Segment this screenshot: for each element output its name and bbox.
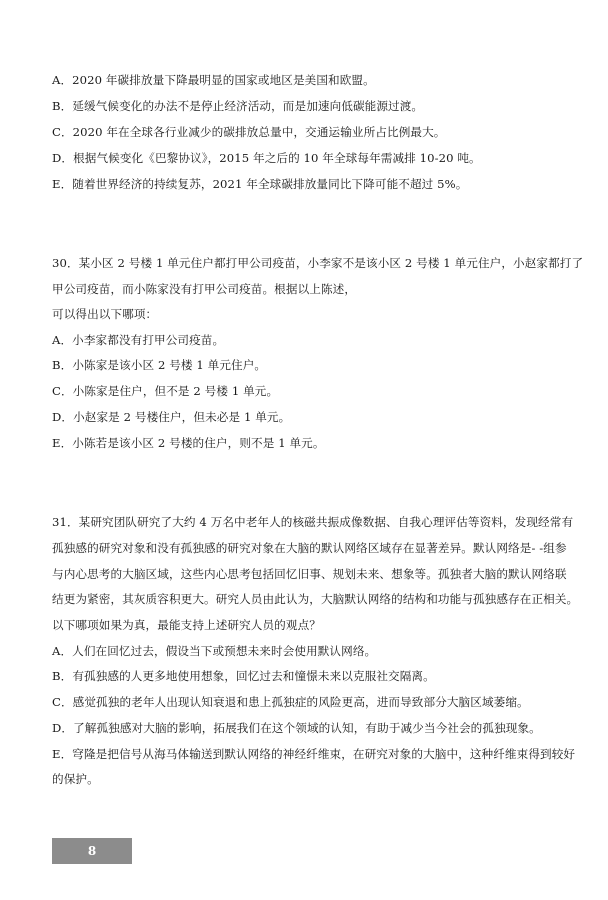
q31-option-b: B．有孤独感的人更多地使用想象，回忆过去和憧憬未来以克服社交隔离。	[52, 669, 435, 683]
q31-option-c: C．感觉孤独的老年人出现认知衰退和患上孤独症的风险更高，进而导致部分大脑区域萎缩。	[52, 695, 529, 709]
q30-option-a: A．小李家都没有打甲公司疫苗。	[52, 333, 225, 347]
q30-option-b: B．小陈家是该小区 2 号楼 1 单元住户。	[52, 358, 267, 372]
q31-option-d: D．了解孤独感对大脑的影响，拓展我们在这个领域的认知，有助于减少当今社会的孤独现象。	[52, 721, 541, 735]
page-number: 8	[87, 844, 97, 858]
q29-option-e: E．随着世界经济的持续复苏，2021 年全球碳排放量同比下降可能不超过 5%。	[52, 177, 468, 191]
q30-stem-line-2: 甲公司疫苗，而小陈家没有打甲公司疫苗。根据以上陈述，	[52, 282, 357, 296]
q29-option-c: C．2020 年在全球各行业减少的碳排放总量中，交通运输业所占比例最大。	[52, 125, 446, 139]
q30-option-d: D．小赵家是 2 号楼住户，但未必是 1 单元。	[52, 410, 291, 424]
q31-option-a: A．人们在回忆过去，假设当下或预想未来时会使用默认网络。	[52, 644, 377, 658]
q29-option-a: A．2020 年碳排放量下降最明显的国家或地区是美国和欧盟。	[52, 73, 375, 87]
page-number-box	[52, 838, 132, 864]
q31-stem-line-1: 31．某研究团队研究了大约 4 万名中老年人的核磁共振成像数据、自我心理评估等资料，发现经常有	[52, 515, 574, 529]
q31-stem-line-3: 与内心思考的大脑区域，这些内心思考包括回忆旧事、规划未来、想象等。孤独者大脑的默认网络联	[52, 567, 567, 581]
q31-stem-line-4: 结更为紧密，其灰质容积更大。研究人员由此认为，大脑默认网络的结构和功能与孤独感存在正相关。	[52, 592, 579, 606]
q31-option-e-line-2: 的保护。	[52, 772, 99, 786]
q30-option-c: C．小陈家是住户，但不是 2 号楼 1 单元。	[52, 384, 279, 398]
q30-stem-line-1: 30．某小区 2 号楼 1 单元住户都打甲公司疫苗，小李家不是该小区 2 号楼 1 单元住户，小赵家都打了	[52, 256, 584, 270]
q29-option-d: D．根据气候变化《巴黎协议》，2015 年之后的 10 年全球每年需减排 10-20 吨。	[52, 151, 481, 165]
q31-stem-line-5: 以下哪项如果为真，最能支持上述研究人员的观点？	[52, 618, 321, 632]
q31-option-e-line-1: E．穹隆是把信号从海马体输送到默认网络的神经纤维束，在研究对象的大脑中，这种纤维束得到较好	[52, 747, 576, 761]
q31-stem-line-2: 孤独感的研究对象和没有孤独感的研究对象在大脑的默认网络区域存在显著差异。默认网络是- -组参	[52, 541, 567, 555]
q30-stem-line-3: 可以得出以下哪项：	[52, 307, 158, 321]
q30-option-e: E．小陈若是该小区 2 号楼的住户，则不是 1 单元。	[52, 436, 325, 450]
q29-option-b: B．延缓气候变化的办法不是停止经济活动，而是加速向低碳能源过渡。	[52, 99, 424, 113]
